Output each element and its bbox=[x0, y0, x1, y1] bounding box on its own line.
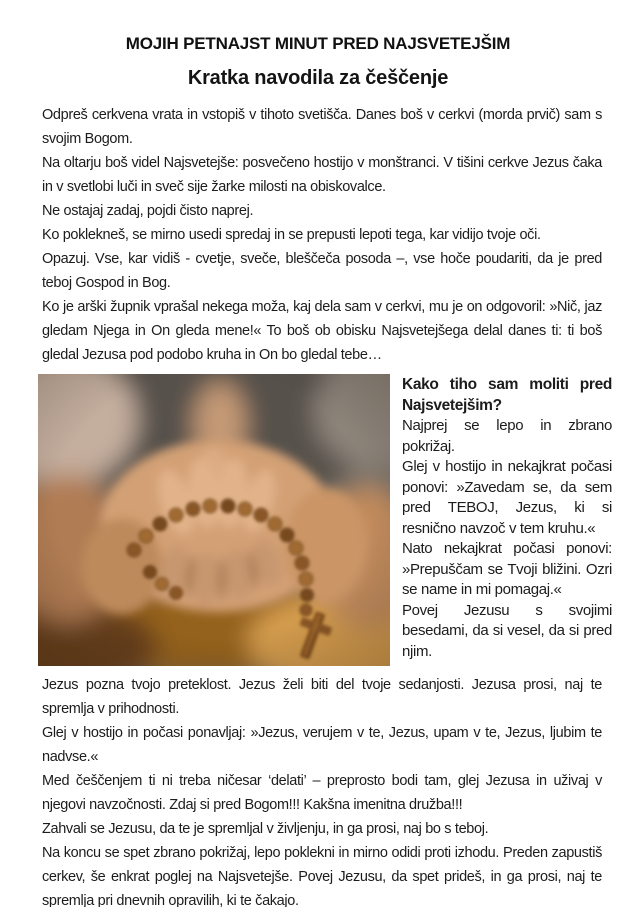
photo-and-sidebar-section bbox=[38, 374, 612, 666]
paragraph: Ne ostajaj zadaj, pojdi čisto naprej. bbox=[42, 203, 254, 219]
paragraph: Odpreš cerkvena vrata in vstopiš v tihoto svetišča. Danes boš v cerkvi (morda prvič) sam s svojim Bogom. bbox=[42, 107, 602, 147]
paragraph: Opazuj. Vse, kar vidiš - cvetje, sveče, bleščeča posoda –, vse hoče poudariti, da je pred teboj Gospod in Bog. bbox=[42, 251, 602, 291]
paragraph: Povej Jezusu s svojimi besedami, da si vesel, da si pred njim. bbox=[402, 601, 612, 660]
sidebar-heading: Kako tiho sam moliti pred Najsvetejšim? bbox=[402, 376, 612, 414]
paragraph: Ko je arški župnik vprašal nekega moža, kaj dela sam v cerkvi, mu je on odgovoril: »Nič, jaz gledam Njega in On gleda mene!« To boš ob obisku Najsvetejšega delal danes ti: ti boš gledal Jezusa pod podobo kruha in On bo gledal tebe… bbox=[42, 299, 602, 363]
paragraph: Glej v hostijo in nekajkrat počasi ponovi: »Zavedam se, da sem pred TEBOJ, Jezus, ki si resnično navzoč v tem kruhu.« bbox=[402, 458, 612, 537]
paragraph: Najprej se lepo in zbrano pokrižaj. bbox=[402, 417, 612, 455]
paragraph: Ko poklekneš, se mirno usedi spredaj in se prepusti lepoti tega, kar vidijo tvoje oči. bbox=[42, 227, 541, 243]
paragraph: Na koncu se spet zbrano pokrižaj, lepo poklekni in mirno odidi proti izhodu. Preden zapustiš cerkev, še enkrat poglej na Najsvetejše. Povej Jezusu, da spet prideš, in ga prosi, naj te spremlja pri dnevnih opravilih, ki te čakajo. bbox=[42, 845, 602, 907]
paragraph: Jezus pozna tvojo preteklost. Jezus želi biti del tvoje sedanjosti. Jezusa prosi, naj te spremlja v prihodnosti. bbox=[42, 677, 602, 717]
paragraph: Glej v hostijo in počasi ponavljaj: »Jezus, verujem v te, Jezus, upam v te, Jezus, ljubim te nadvse.« bbox=[42, 725, 602, 765]
paragraph: Med češčenjem ti ni treba ničesar ‘delati’ – preprosto bodi tam, glej Jezusa in uživaj v njegovi navzočnosti. Zdaj si pred Bogom!!! Kakšna imenitna družba!!! bbox=[42, 773, 602, 813]
paragraph: Nato nekajkrat počasi ponovi: »Prepuščam se Tvoji bližini. Ozri se name in mi pomagaj.« bbox=[402, 540, 612, 598]
intro-text-block bbox=[42, 103, 602, 367]
outro-text-block bbox=[42, 673, 602, 907]
sidebar-text-column bbox=[402, 374, 612, 662]
praying-hands-photo bbox=[38, 374, 390, 666]
page-title: MOJIH PETNAJST MINUT PRED NAJSVETEJŠIM bbox=[125, 34, 511, 53]
page-subtitle: Kratka navodila za češčenje bbox=[187, 67, 449, 89]
paragraph: Na oltarju boš videl Najsvetejše: posvečeno hostijo v monštranci. V tišini cerkve Jezus čaka in v svetlobi luči in sveč sije žarke milosti na obiskovalce. bbox=[42, 155, 602, 195]
paragraph: Zahvali se Jezusu, da te je spremljal v življenju, in ga prosi, naj bo s teboj. bbox=[42, 821, 489, 837]
